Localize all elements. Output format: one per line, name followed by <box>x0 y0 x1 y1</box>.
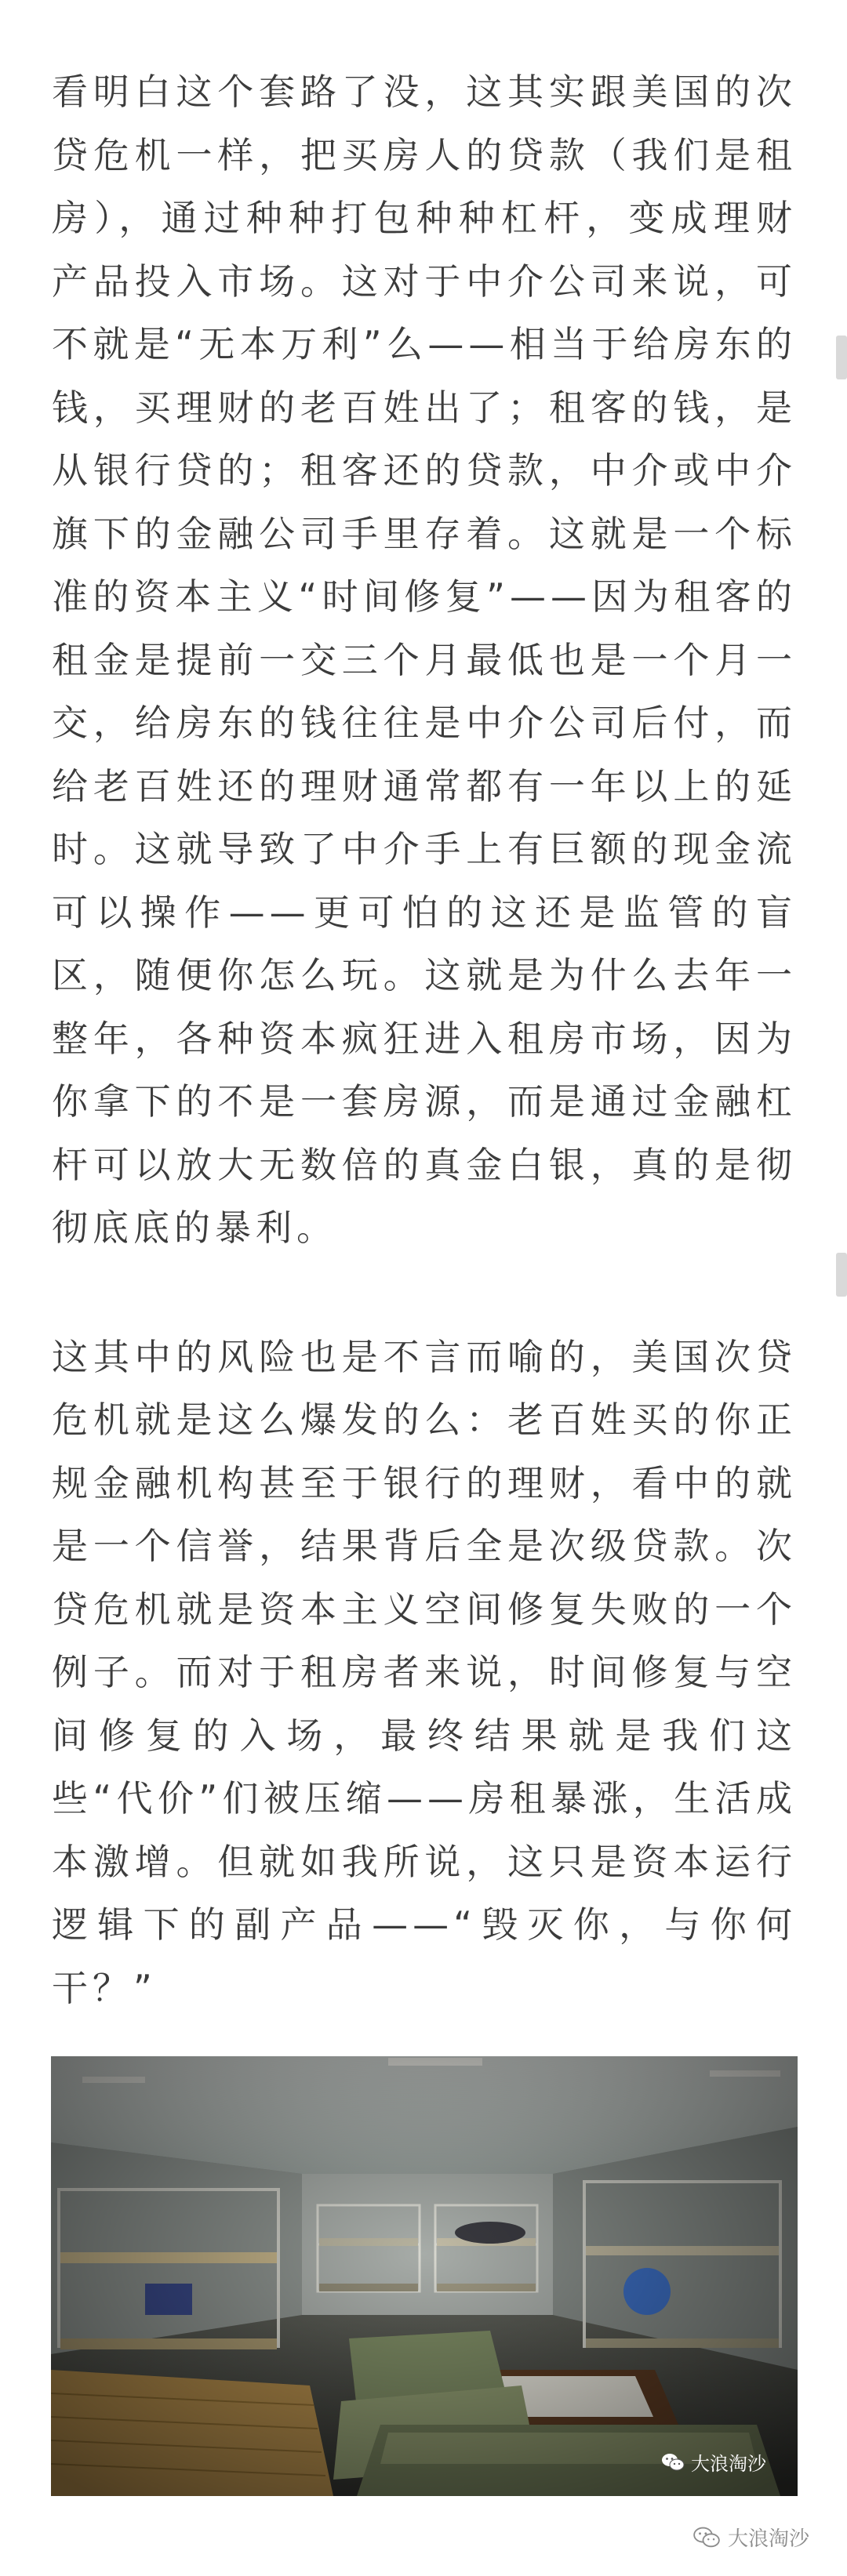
wechat-icon <box>661 2452 685 2473</box>
wechat-icon <box>693 2526 720 2549</box>
scroll-marker-bottom[interactable] <box>836 1253 847 1297</box>
page-watermark <box>693 2523 809 2552</box>
dormitory-illustration <box>51 2056 798 2496</box>
paragraph-2: 这其中的风险也是不言而喻的，美国次贷危机就是这么爆发的么：老百姓买的你正规金融机构甚至于银行的理财，看中的就是一个信誉，结果背后全是次级贷款。次贷危机就是资本主义空间修复失败的一个例子。而对于租房者来说，时间修复与空间修复的入场，最终结果就是我们这些“代价”们被压缩——房租暴涨，生活成本激增。但就如我所说，这只是资本运行逻辑下的副产品——“毁灭你，与你何干？” <box>52 1335 797 2009</box>
photo-watermark <box>661 2448 766 2476</box>
page-watermark-text: 大浪淘沙 <box>727 2527 809 2551</box>
scroll-marker-top[interactable] <box>836 336 847 379</box>
paragraph-1: 看明白这个套路了没，这其实跟美国的次贷危机一样，把买房人的贷款（我们是租房），通过种种打包种种杠杆，变成理财产品投入市场。这对于中介公司来说，可不就是“无本万利”么——相当于给房东的钱，买理财的老百姓出了；租客的钱，是从银行贷的；租客还的贷款，中介或中介旗下的金融公司手里存着。这就是一个标准的资本主义“时间修复”——因为租客的租金是提前一交三个月最低也是一个月一交，给房东的钱往往是中介公司后付，而给老百姓还的理财通常都有一年以上的延时。这就导致了中介手上有巨额的现金流可以操作——更可怕的这还是监管的盲区，随便你怎么玩。这就是为什么去年一整年，各种资本疯狂进入租房市场，因为你拿下的不是一套房源，而是通过金融杠杆可以放大无数倍的真金白银，真的是彻彻底底的暴利。 <box>52 71 797 1249</box>
article-body <box>52 0 797 2019</box>
photo-watermark-text: 大浪淘沙 <box>691 2453 766 2475</box>
dormitory-photo <box>51 2056 798 2496</box>
